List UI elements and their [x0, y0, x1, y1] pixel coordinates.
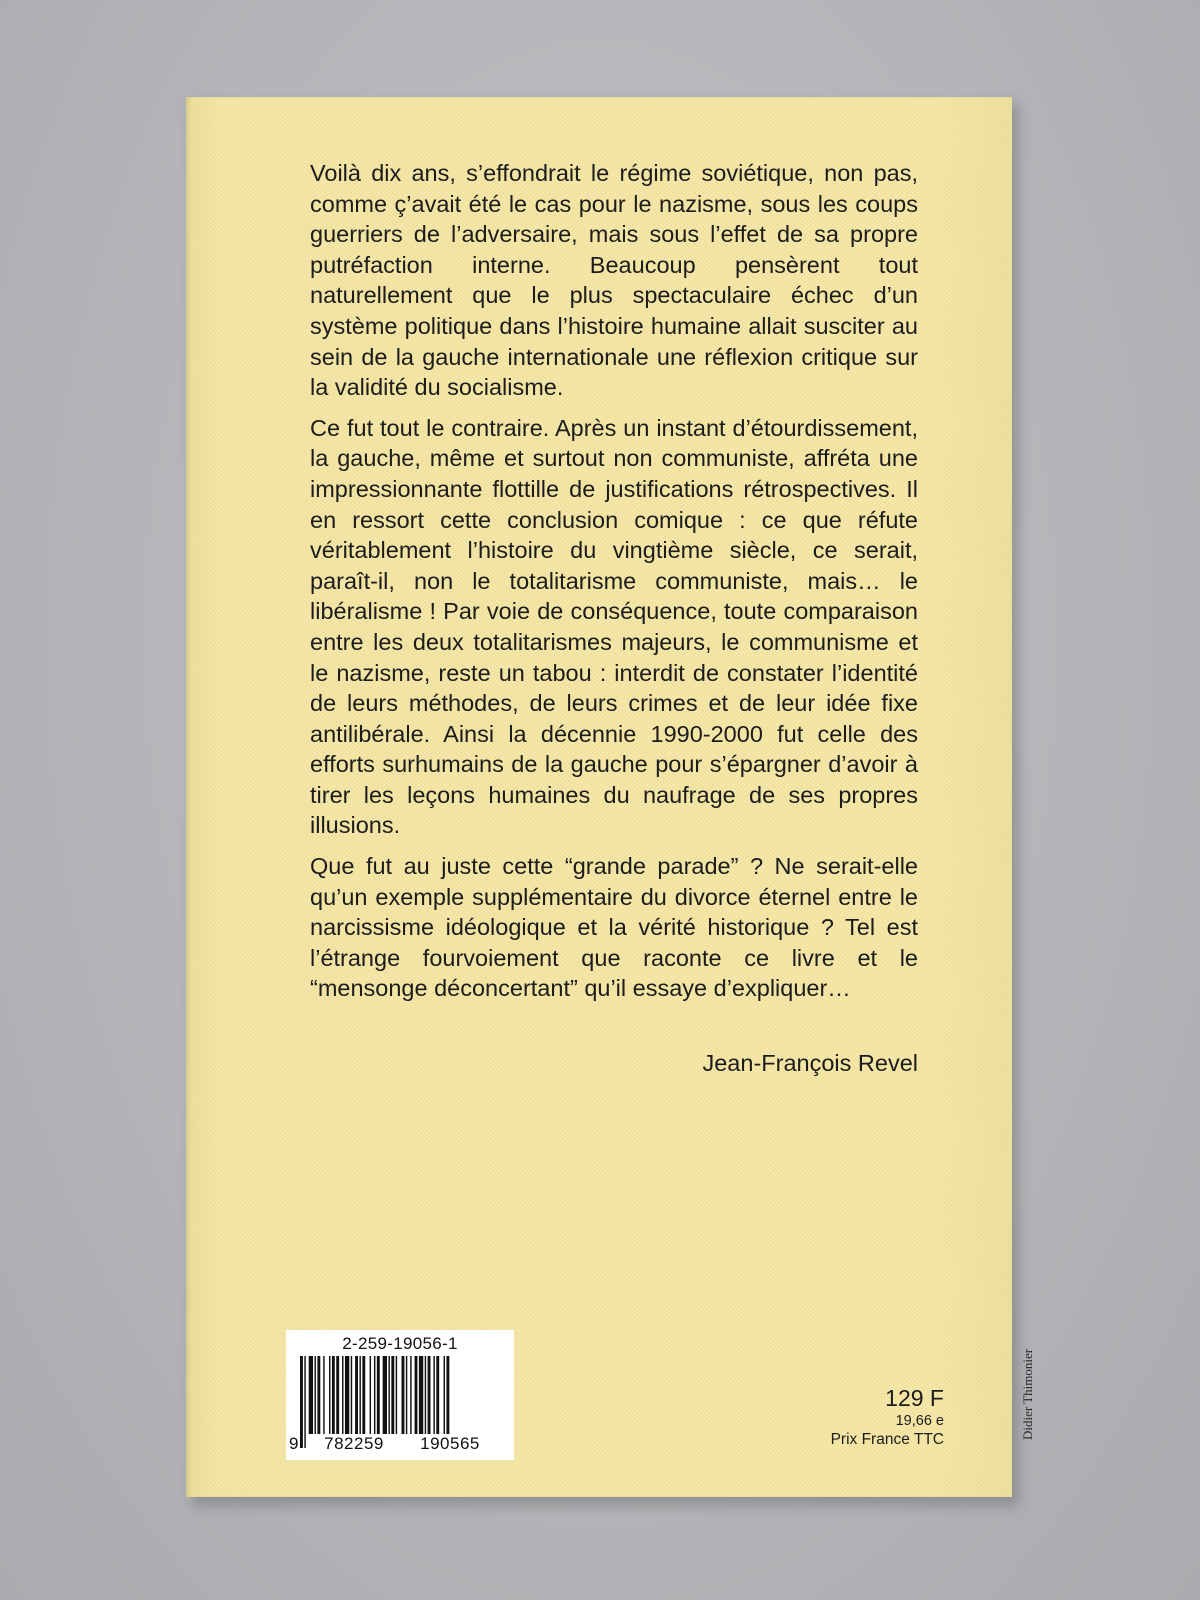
barcode-bar — [388, 1356, 389, 1434]
price-francs: 129 F — [885, 1385, 944, 1411]
barcode-bar — [419, 1356, 423, 1434]
barcode-bar — [383, 1356, 387, 1434]
barcode-bar — [359, 1356, 360, 1434]
photo-credit: Didier Thimonier — [1020, 1348, 1035, 1440]
barcode-bar — [444, 1356, 445, 1434]
author-signature: Jean-François Revel — [702, 1050, 918, 1076]
barcode-bar — [329, 1356, 330, 1434]
ean-left-group: 782259 — [308, 1434, 400, 1454]
price-block — [760, 1384, 944, 1450]
barcode-bar — [415, 1356, 418, 1434]
barcode-bar — [345, 1356, 349, 1434]
barcode-bar — [436, 1356, 439, 1434]
barcode-label — [286, 1330, 514, 1460]
barcode-bar — [428, 1356, 431, 1434]
isbn-number: 2-259-19056-1 — [342, 1334, 458, 1353]
barcode-bar — [355, 1356, 358, 1434]
blurb-text — [310, 158, 918, 1014]
barcode-bar — [317, 1356, 320, 1434]
blurb-paragraph-2: Ce fut tout le contraire. Après un instant d’étourdissement, la gauche, même et surtout non communiste, affréta une impressionnante flottille de justifications rétrospectives. Il en ressort cette conclusion comique : ce que réfute véritablement l’histoire du vingtième siècle, ce serait, paraît-il, non le totalitarisme communiste, mais… le libéralisme ! Par voie de conséquence, toute comparaison entre les deux totalitarismes majeurs, le communisme et le nazisme, reste un tabou : interdit de constater l’identité de leurs méthodes, de leurs crimes et de leur idée fixe antilibérale. Ainsi la décennie 1990-2000 fut celle des efforts surhumains de la gauche pour s’épargner d’avoir à tirer les leçons humaines du naufrage de ses propres illusions. — [310, 414, 918, 839]
ean-right-group: 190565 — [404, 1434, 496, 1454]
barcode-bar — [391, 1356, 394, 1434]
barcode-bar — [300, 1356, 303, 1448]
barcode-bar — [342, 1356, 343, 1434]
barcode-bar — [351, 1356, 352, 1434]
barcode-bar — [396, 1356, 397, 1434]
price-euro: 19,66 e — [895, 1413, 944, 1429]
barcode-bar — [433, 1356, 434, 1434]
barcode-bar — [370, 1356, 371, 1434]
blurb-paragraph-1: Voilà dix ans, s’effondrait le régime soviétique, non pas, comme ç’avait été le cas pour le nazisme, sous les coups guerriers de l’adversaire, mais sous l’effet de sa propre putréfaction interne. Beaucoup pensèrent tout naturellement que le plus spectaculaire échec d’un système politique dans l’histoire humaine allait susciter au sein de la gauche internationale une réflexion critique sur la validité du socialisme. — [310, 160, 918, 401]
barcode-bar — [406, 1356, 407, 1434]
barcode-bar — [304, 1356, 305, 1448]
barcode-bar — [332, 1356, 335, 1434]
barcode-bar — [309, 1356, 313, 1434]
blurb-paragraph-3: Que fut au juste cette “grande parade” ? Ne serait-elle qu’un exemple supplémentaire du divorce éternel entre le narcissisme idéologique et la vérité historique ? Tel est l’étrange fourvoiement que raconte ce livre et le “mensonge déconcertant” qu’il essaye d’expliquer… — [310, 853, 918, 1002]
barcode-bar — [323, 1356, 324, 1434]
ean-first-digit: 9 — [289, 1434, 299, 1453]
barcode-bar — [410, 1356, 411, 1434]
barcode-bar — [362, 1356, 365, 1434]
barcode-bar — [425, 1356, 426, 1434]
price-label: Prix France TTC — [830, 1431, 944, 1448]
barcode-bar — [336, 1356, 339, 1434]
barcode-bar — [402, 1356, 405, 1434]
barcode-bar — [315, 1356, 316, 1434]
